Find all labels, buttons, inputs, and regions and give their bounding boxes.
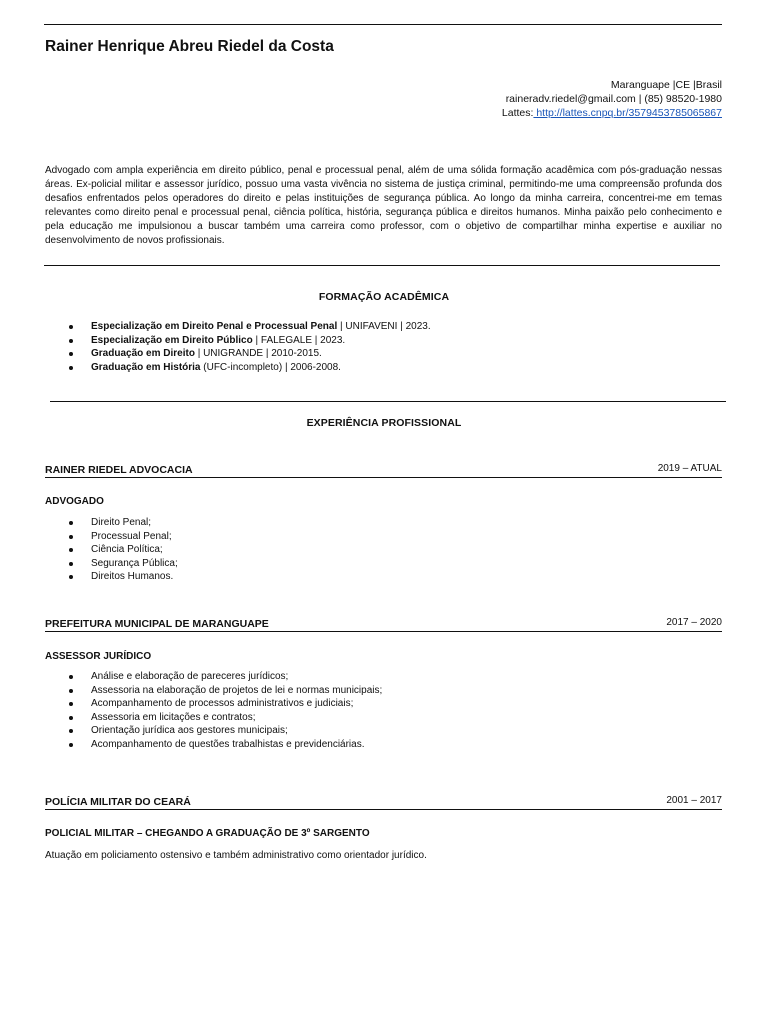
list-item: Direito Penal; xyxy=(45,516,178,530)
education-title: FORMAÇÃO ACADÊMICA xyxy=(318,291,450,303)
job-role: POLICIAL MILITAR – CHEGANDO A GRADUAÇÃO DE 3º SARGENTO xyxy=(45,828,370,839)
lattes-link[interactable]: http://lattes.cnpq.br/3579453785065867 xyxy=(533,107,722,119)
job-description: Atuação em policiamento ostensivo e também administrativo como orientador jurídico. xyxy=(45,850,427,861)
education-divider xyxy=(50,401,726,402)
top-divider xyxy=(44,24,722,25)
job-organization: POLÍCIA MILITAR DO CEARÁ xyxy=(45,796,191,808)
course-detail: | UNIGRANDE | 2010-2015. xyxy=(194,348,322,360)
experience-title: EXPERIÊNCIA PROFISSIONAL xyxy=(306,417,462,429)
list-item xyxy=(45,334,431,348)
list-item: Assessoria em licitações e contratos; xyxy=(45,711,382,725)
course-name: Graduação em Direito xyxy=(91,348,195,360)
list-item: Processual Penal; xyxy=(45,530,178,544)
course-name: Graduação em História xyxy=(91,361,201,373)
candidate-name: Rainer Henrique Abreu Riedel da Costa xyxy=(45,38,334,55)
job-duties-list xyxy=(45,516,178,584)
job-dates: 2019 – ATUAL xyxy=(657,463,722,474)
job-header xyxy=(45,461,722,478)
list-item: Acompanhamento de questões trabalhistas e previdenciárias. xyxy=(45,738,382,752)
lattes-label: Lattes: xyxy=(501,107,534,119)
professional-summary: Advogado com ampla experiência em direito público, penal e processual penal, além de uma sólida formação acadêmica com pós-graduação nessas áreas. Ex-policial militar e assessor jurídico, possuo uma vasta vivência no sistema de justiça criminal, permitindo-me uma compreensão profunda dos desafios enfrentados pelos operadores do direito e pelas instituições de segurança pública. Ao longo da minha carreira, concentrei-me em temas relevantes como direito penal e processual penal, ciência política, história, segurança pública e direitos humanos. Minha paixão pelo conhecimento e pela educação me impulsionou a buscar também uma carreira como professor, com o objetivo de compartilhar minha expertise e auxiliar no desenvolvimento de novos profissionais. xyxy=(45,165,722,246)
list-item: Direitos Humanos. xyxy=(45,570,178,584)
job-organization: RAINER RIEDEL ADVOCACIA xyxy=(45,464,193,476)
list-item: Análise e elaboração de pareceres jurídicos; xyxy=(45,670,382,684)
job-role: ASSESSOR JURÍDICO xyxy=(45,651,152,662)
list-item: Assessoria na elaboração de projetos de lei e normas municipais; xyxy=(45,684,382,698)
course-name: Especialização em Direito Público xyxy=(91,334,253,346)
list-item: Segurança Pública; xyxy=(45,557,178,571)
job-header xyxy=(45,615,722,632)
job-duties-list xyxy=(45,670,382,752)
lattes-line xyxy=(502,106,722,120)
list-item: Ciência Política; xyxy=(45,543,178,557)
job-header xyxy=(45,793,722,810)
job-role: ADVOGADO xyxy=(45,496,104,507)
location: Maranguape |CE |Brasil xyxy=(610,79,722,91)
summary-divider xyxy=(44,265,720,266)
course-detail: | UNIFAVENI | 2023. xyxy=(337,321,431,332)
course-detail: (UFC-incompleto) | 2006-2008. xyxy=(200,361,341,373)
list-item: Orientação jurídica aos gestores municipais; xyxy=(45,724,382,738)
course-detail: | FALEGALE | 2023. xyxy=(252,334,346,346)
list-item: Acompanhamento de processos administrativos e judiciais; xyxy=(45,697,382,711)
education-list xyxy=(45,320,431,374)
course-name: Especialização em Direito Penal e Processual Penal xyxy=(91,321,338,332)
email-phone: raineradv.riedel@gmail.com | (85) 98520-1980 xyxy=(505,93,722,105)
list-item xyxy=(45,361,431,375)
list-item xyxy=(45,320,431,334)
job-organization: PREFEITURA MUNICIPAL DE MARANGUAPE xyxy=(45,618,269,630)
job-dates: 2017 – 2020 xyxy=(666,617,722,628)
contact-block xyxy=(502,78,722,120)
list-item xyxy=(45,347,431,361)
job-dates: 2001 – 2017 xyxy=(666,795,722,806)
